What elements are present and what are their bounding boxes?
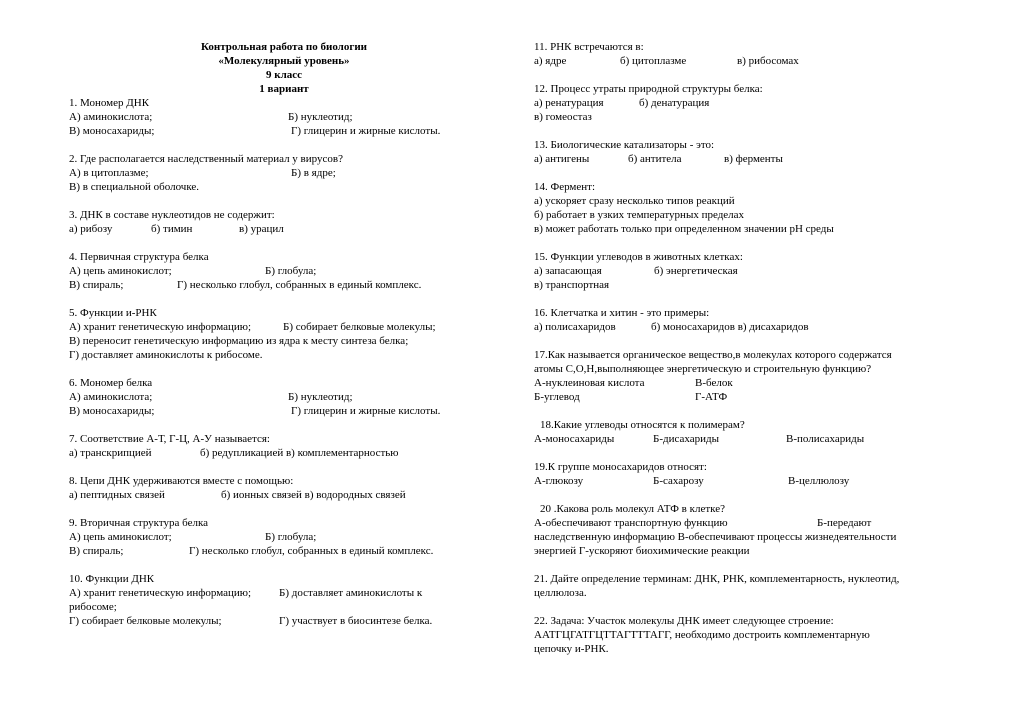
option-b: б) денатурация: [639, 97, 710, 109]
option-a: а) ренатурация: [534, 97, 604, 109]
question-12: [534, 82, 964, 124]
option-d: Г) доставляет аминокислоты к рибосоме.: [69, 349, 263, 361]
question-title: 22. Задача: Участок молекулы ДНК имеет следующее строение:: [534, 615, 834, 627]
option-b-continued: рибосоме;: [69, 601, 117, 613]
option-c: В-полисахариды: [786, 433, 865, 445]
right-column: [534, 40, 964, 670]
option-a: А) аминокислота;: [69, 111, 153, 123]
question-title: 15. Функции углеводов в животных клетках:: [534, 251, 743, 263]
question-title: 11. РНК встречаются в:: [534, 41, 644, 53]
question-21: [534, 572, 964, 600]
question-10: [69, 572, 499, 628]
question-8: [69, 474, 499, 502]
option-c: В) спираль;: [69, 279, 124, 291]
test-subtitle: «Молекулярный уровень»: [218, 55, 350, 67]
question-3: [69, 208, 499, 236]
option-a: А-нуклеиновая кислота: [534, 377, 645, 389]
question-title: 5. Функции и-РНК: [69, 307, 157, 319]
question-2: [69, 152, 499, 194]
option-a: А-обеспечивают транспортную функцию: [534, 517, 728, 529]
question-title: 3. ДНК в составе нуклеотидов не содержит:: [69, 209, 275, 221]
question-title: 13. Биологические катализаторы - это:: [534, 139, 715, 151]
option-b: В-белок: [695, 377, 733, 389]
question-16: [534, 306, 964, 334]
option-a: А) аминокислота;: [69, 391, 153, 403]
option-b: Б) доставляет аминокислоты к: [279, 587, 423, 599]
question-title: 16. Клетчатка и хитин - это примеры:: [534, 307, 710, 319]
question-5: [69, 306, 499, 362]
question-title: 6. Мономер белка: [69, 377, 153, 389]
option-bc: б) редупликацией в) комплементарностью: [200, 447, 399, 459]
option-a: А) цепь аминокислот;: [69, 531, 172, 543]
option-b: б) работает в узких температурных пределах: [534, 209, 745, 221]
test-header: [69, 40, 499, 96]
question-title: 20 .Какова роль молекул АТФ в клетке?: [540, 503, 725, 515]
question-18: [534, 418, 964, 446]
option-c: Г) собирает белковые молекулы;: [69, 615, 222, 627]
question-title-continued: атомы С,О,Н,выполняющее энергетическую и строительную функцию?: [534, 363, 872, 375]
option-b: б) энергетическая: [654, 265, 738, 277]
option-c: В) переносит генетическую информацию из ядра к месту синтеза белка;: [69, 335, 409, 347]
question-title: 2. Где располагается наследственный материал у вирусов?: [69, 153, 343, 165]
question-19: [534, 460, 964, 488]
option-b: Б-передают: [817, 517, 872, 529]
question-title: 19.К группе моносахаридов относят:: [534, 461, 707, 473]
option-b: б) антитела: [628, 153, 682, 165]
question-6: [69, 376, 499, 418]
test-variant: 1 вариант: [259, 83, 309, 95]
option-a: а) запасающая: [534, 265, 602, 277]
option-c: В) моносахариды;: [69, 125, 155, 137]
option-d: Г-АТФ: [695, 391, 728, 403]
option-a: а) полисахаридов: [534, 321, 616, 333]
option-b: Б) нуклеотид;: [288, 111, 353, 123]
option-a: а) антигены: [534, 153, 590, 165]
question-title: 4. Первичная структура белка: [69, 251, 209, 263]
question-title-continued: цепочку и-РНК.: [534, 643, 609, 655]
option-c: в) гомеостаз: [534, 111, 592, 123]
question-title: 12. Процесс утраты природной структуры белка:: [534, 83, 763, 95]
question-11: [534, 40, 964, 68]
option-a: а) ускоряет сразу несколько типов реакций: [534, 195, 735, 207]
option-bc: б) ионных связей в) водородных связей: [221, 489, 406, 501]
option-text-line: наследственную информацию В-обеспечивают процессы жизнедеятельности: [534, 531, 897, 543]
option-b: Б) собирает белковые молекулы;: [283, 321, 436, 333]
option-c: в) транспортная: [534, 279, 610, 291]
option-c: В) спираль;: [69, 545, 124, 557]
option-b: Б) глобула;: [265, 265, 317, 277]
question-title: 17.Как называется органическое вещество,в молекулах которого содержатся: [534, 349, 892, 361]
option-a: А-глюкозу: [534, 475, 584, 487]
left-column: [69, 40, 499, 642]
question-title: 21. Дайте определение терминам: ДНК, РНК, комплементарность, нуклеотид,: [534, 573, 900, 585]
question-9: [69, 516, 499, 558]
option-b: Б) глобула;: [265, 531, 317, 543]
option-text-line: энергией Г-ускоряют биохимические реакции: [534, 545, 750, 557]
option-b: б) цитоплазме: [620, 55, 687, 67]
option-a: а) пептидных связей: [69, 489, 165, 501]
option-a: а) ядре: [534, 55, 567, 67]
option-d: Г) участвует в биосинтезе белка.: [279, 615, 433, 627]
question-title: 7. Соответствие А-Т, Г-Ц, А-У называется:: [69, 433, 270, 445]
test-title: Контрольная работа по биологии: [200, 41, 368, 53]
question-title: 9. Вторичная структура белка: [69, 517, 209, 529]
option-a: А) хранит генетическую информацию;: [69, 587, 252, 599]
option-c: Б-углевод: [534, 391, 580, 403]
question-1: [69, 96, 499, 138]
question-title: 8. Цепи ДНК удерживаются вместе с помощью:: [69, 475, 294, 487]
question-22: [534, 614, 964, 656]
question-title: 18.Какие углеводы относятся к полимерам?: [540, 419, 745, 431]
dna-sequence-line: ААТГЦГАТГЦТТАГТТТАГГ, необходимо достроить комплементарную: [534, 629, 870, 641]
option-a: а) транскрипцией: [69, 447, 152, 459]
option-b: Б) в ядре;: [291, 167, 336, 179]
option-b: Б) нуклеотид;: [288, 391, 353, 403]
option-a: А) хранит генетическую информацию;: [69, 321, 252, 333]
option-a: А) цепь аминокислот;: [69, 265, 172, 277]
option-d: Г) несколько глобул, собранных в единый комплекс.: [189, 545, 434, 557]
option-a: а) рибозу: [69, 223, 113, 235]
option-b: б) тимин: [151, 223, 193, 235]
test-grade: 9 класс: [265, 69, 303, 81]
option-a: А-моносахариды: [534, 433, 615, 445]
option-b: Б-дисахариды: [653, 433, 719, 445]
option-c: в) рибосомах: [737, 55, 799, 67]
option-d: Г) глицерин и жирные кислоты.: [291, 125, 441, 137]
question-17: [534, 348, 964, 404]
question-14: [534, 180, 964, 236]
question-4: [69, 250, 499, 292]
option-b: Б-сахарозу: [653, 475, 704, 487]
question-title: 1. Мономер ДНК: [69, 97, 150, 109]
option-c: В) моносахариды;: [69, 405, 155, 417]
option-c: в) может работать только при определенном значении pH среды: [534, 223, 834, 235]
question-13: [534, 138, 964, 166]
question-title-continued: целлюлоза.: [534, 587, 587, 599]
option-a: А) в цитоплазме;: [69, 167, 149, 179]
option-c: в) ферменты: [724, 153, 783, 165]
option-d: Г) несколько глобул, собранных в единый комплекс.: [177, 279, 422, 291]
option-c: в) урацил: [239, 223, 284, 235]
option-d: Г) глицерин и жирные кислоты.: [291, 405, 441, 417]
question-title: 10. Функции ДНК: [69, 573, 155, 585]
question-15: [534, 250, 964, 292]
question-7: [69, 432, 499, 460]
option-c: В) в специальной оболочке.: [69, 181, 200, 193]
option-c: В-целлюлозу: [788, 475, 850, 487]
question-title: 14. Фермент:: [534, 181, 595, 193]
option-bc: б) моносахаридов в) дисахаридов: [651, 321, 809, 333]
question-20: [534, 502, 964, 558]
